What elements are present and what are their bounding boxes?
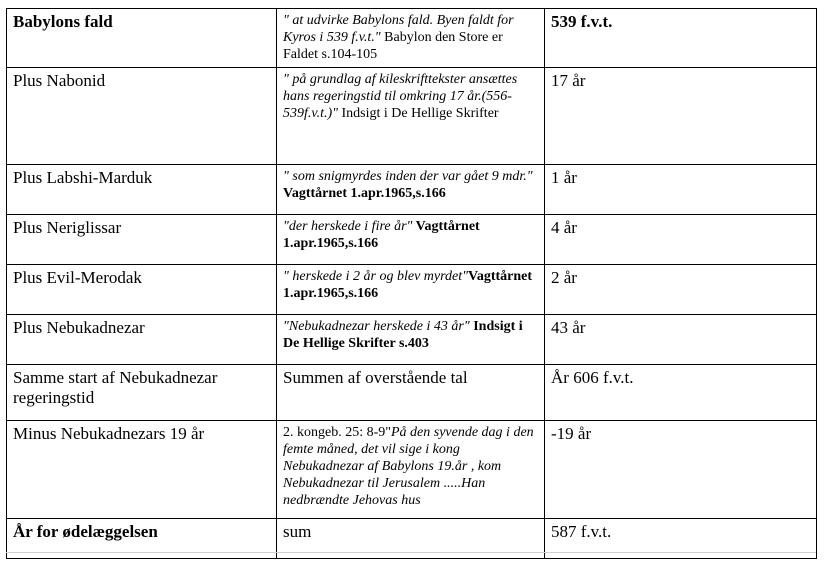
row-source-text: sum (283, 522, 312, 541)
source-reference: Vagttårnet 1.apr.1965,s.166 (283, 186, 446, 201)
row-source (277, 68, 545, 165)
row-value-text: År 606 f.v.t. (551, 368, 634, 387)
quote-text: " at udvirke Babylons fald. Byen faldt for Kyros i 539 f.v.t." (283, 13, 514, 45)
row-value (545, 265, 817, 315)
row-label (7, 421, 277, 519)
row-source (277, 265, 545, 315)
row-source-text: Summen af overstående tal (283, 368, 468, 387)
source-reference: Babylon den Store er Faldet s.104-105 (283, 30, 503, 62)
row-source (277, 365, 545, 421)
table-row (7, 315, 817, 365)
table-row (7, 215, 817, 265)
row-value-text: -19 år (551, 424, 592, 443)
row-label (7, 165, 277, 215)
table-row (7, 68, 817, 165)
row-source (277, 421, 545, 519)
row-value-text: 587 f.v.t. (551, 522, 612, 541)
row-value-text: 1 år (551, 168, 577, 187)
row-label (7, 265, 277, 315)
table-row (7, 265, 817, 315)
row-value-text: 2 år (551, 268, 577, 287)
row-value-text: 4 år (551, 218, 577, 237)
row-value-text: 539 f.v.t. (551, 12, 613, 31)
row-label-text: År for ødelæggelsen (13, 522, 158, 541)
row-value (545, 165, 817, 215)
source-reference: Indsigt i De Hellige Skrifter s.403 (283, 319, 523, 351)
quote-text: "der herskede i fire år" (283, 219, 413, 234)
row-value (545, 215, 817, 265)
source-reference: Indsigt i De Hellige Skrifter (338, 106, 499, 121)
row-value (545, 365, 817, 421)
quote-text: På den syvende dag i den femte måned, det vil sige i kong Nebukadnezar af Babylons 19.år , kom Nebukadnezar til Jerusalem .....Han nedbrændte Jehovas hus (283, 425, 534, 508)
row-label-text: Plus Labshi-Marduk (13, 168, 153, 187)
bible-reference: 2. kongeb. 25: 8-9" (283, 425, 391, 440)
row-label (7, 365, 277, 421)
row-value (545, 315, 817, 365)
table-row (7, 421, 817, 519)
table-row (7, 365, 817, 421)
row-label-text: Minus Nebukadnezars 19 år (13, 424, 205, 443)
quote-text: " som snigmyrdes inden der var gået 9 mdr." (283, 169, 533, 184)
row-label (7, 215, 277, 265)
table-row (7, 165, 817, 215)
row-label-text: Plus Nabonid (13, 71, 106, 90)
quote-text: "Nebukadnezar herskede i 43 år" (283, 319, 470, 334)
quote-text: " på grundlag af kileskrifttekster ansættes hans regeringstid til omkring 17 år.(556-539f.v.t.)" (283, 72, 518, 121)
chronology-table (6, 8, 817, 559)
row-label (7, 9, 277, 68)
row-label-text: Plus Neriglissar (13, 218, 122, 237)
row-label-text: Babylons fald (13, 12, 113, 31)
row-label-text: Plus Evil-Merodak (13, 268, 142, 287)
row-source (277, 315, 545, 365)
row-value-text: 43 år (551, 318, 586, 337)
row-label-text: Samme start af Nebukadnezar regeringstid (13, 368, 218, 407)
source-reference: Vagttårnet 1.apr.1965,s.166 (283, 269, 533, 301)
quote-text: " herskede i 2 år og blev myrdet" (283, 269, 469, 284)
row-label (7, 315, 277, 365)
page-edge (6, 552, 816, 553)
row-source (277, 165, 545, 215)
row-source (277, 215, 545, 265)
row-label (7, 68, 277, 165)
row-label-text: Plus Nebukadnezar (13, 318, 145, 337)
row-value (545, 9, 817, 68)
row-source (277, 9, 545, 68)
row-value (545, 421, 817, 519)
source-reference: Vagttårnet 1.apr.1965,s.166 (283, 219, 480, 251)
row-value (545, 68, 817, 165)
table-row (7, 9, 817, 68)
row-value-text: 17 år (551, 71, 586, 90)
